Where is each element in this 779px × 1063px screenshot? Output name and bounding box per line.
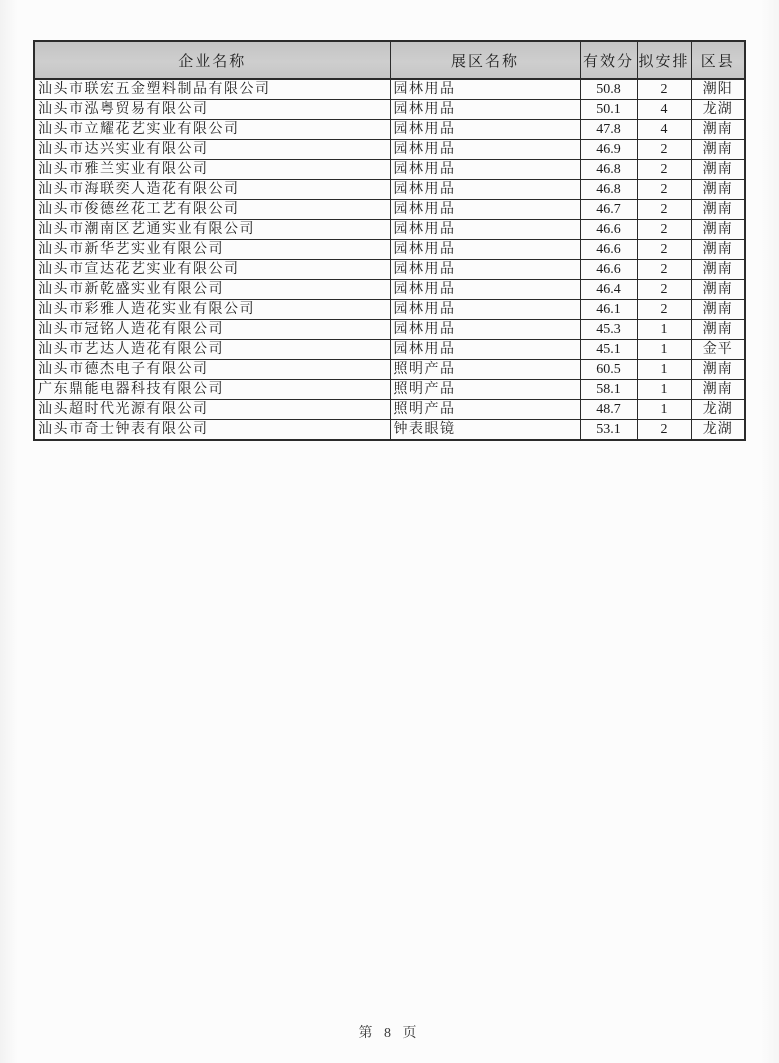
table-row <box>34 380 745 400</box>
company-cell: 汕头市俊德丝花工艺有限公司 <box>34 200 390 220</box>
planned-cell: 4 <box>637 120 691 140</box>
district-cell: 潮南 <box>691 180 745 200</box>
score-cell: 46.4 <box>580 280 637 300</box>
score-cell: 53.1 <box>580 420 637 441</box>
district-cell: 潮南 <box>691 360 745 380</box>
table-row <box>34 79 745 100</box>
area-cell: 园林用品 <box>390 300 580 320</box>
column-header-planned: 拟安排 <box>637 41 691 79</box>
table-row <box>34 140 745 160</box>
district-cell: 潮南 <box>691 220 745 240</box>
district-cell: 潮南 <box>691 300 745 320</box>
score-cell: 45.3 <box>580 320 637 340</box>
area-cell: 园林用品 <box>390 100 580 120</box>
company-cell: 汕头市奇士钟表有限公司 <box>34 420 390 441</box>
score-cell: 46.9 <box>580 140 637 160</box>
table-row <box>34 260 745 280</box>
planned-cell: 2 <box>637 260 691 280</box>
area-cell: 园林用品 <box>390 260 580 280</box>
table-row <box>34 400 745 420</box>
district-cell: 潮南 <box>691 160 745 180</box>
district-cell: 潮南 <box>691 240 745 260</box>
area-cell: 园林用品 <box>390 320 580 340</box>
score-cell: 46.8 <box>580 180 637 200</box>
table-row <box>34 300 745 320</box>
planned-cell: 2 <box>637 180 691 200</box>
score-cell: 46.6 <box>580 220 637 240</box>
table-row <box>34 220 745 240</box>
score-cell: 46.6 <box>580 240 637 260</box>
table-row <box>34 360 745 380</box>
company-cell: 广东鼎能电器科技有限公司 <box>34 380 390 400</box>
table-row <box>34 340 745 360</box>
column-header-company: 企业名称 <box>34 41 390 79</box>
district-cell: 潮南 <box>691 380 745 400</box>
column-header-area: 展区名称 <box>390 41 580 79</box>
company-cell: 汕头市潮南区艺通实业有限公司 <box>34 220 390 240</box>
score-cell: 46.6 <box>580 260 637 280</box>
score-cell: 60.5 <box>580 360 637 380</box>
company-cell: 汕头市彩雅人造花实业有限公司 <box>34 300 390 320</box>
area-cell: 园林用品 <box>390 200 580 220</box>
planned-cell: 2 <box>637 140 691 160</box>
column-header-score: 有效分 <box>580 41 637 79</box>
planned-cell: 1 <box>637 380 691 400</box>
planned-cell: 2 <box>637 79 691 100</box>
table-row <box>34 200 745 220</box>
table-row <box>34 240 745 260</box>
score-cell: 58.1 <box>580 380 637 400</box>
score-cell: 45.1 <box>580 340 637 360</box>
planned-cell: 2 <box>637 420 691 441</box>
company-cell: 汕头市冠铭人造花有限公司 <box>34 320 390 340</box>
table-header <box>34 41 745 79</box>
district-cell: 潮南 <box>691 200 745 220</box>
district-cell: 龙湖 <box>691 100 745 120</box>
planned-cell: 2 <box>637 280 691 300</box>
score-cell: 46.8 <box>580 160 637 180</box>
company-cell: 汕头市海联奕人造花有限公司 <box>34 180 390 200</box>
table-row <box>34 320 745 340</box>
area-cell: 园林用品 <box>390 120 580 140</box>
planned-cell: 2 <box>637 220 691 240</box>
company-cell: 汕头市艺达人造花有限公司 <box>34 340 390 360</box>
column-header-district: 区县 <box>691 41 745 79</box>
score-cell: 50.8 <box>580 79 637 100</box>
score-cell: 47.8 <box>580 120 637 140</box>
planned-cell: 1 <box>637 320 691 340</box>
area-cell: 园林用品 <box>390 79 580 100</box>
company-cell: 汕头市达兴实业有限公司 <box>34 140 390 160</box>
table-row <box>34 100 745 120</box>
area-cell: 照明产品 <box>390 360 580 380</box>
district-cell: 潮南 <box>691 260 745 280</box>
score-cell: 50.1 <box>580 100 637 120</box>
company-cell: 汕头市泓粤贸易有限公司 <box>34 100 390 120</box>
company-cell: 汕头市雅兰实业有限公司 <box>34 160 390 180</box>
district-cell: 龙湖 <box>691 400 745 420</box>
area-cell: 园林用品 <box>390 340 580 360</box>
planned-cell: 2 <box>637 200 691 220</box>
area-cell: 园林用品 <box>390 160 580 180</box>
table-row <box>34 280 745 300</box>
company-cell: 汕头市新华艺实业有限公司 <box>34 240 390 260</box>
company-cell: 汕头市宣达花艺实业有限公司 <box>34 260 390 280</box>
area-cell: 园林用品 <box>390 280 580 300</box>
company-cell: 汕头超时代光源有限公司 <box>34 400 390 420</box>
planned-cell: 1 <box>637 360 691 380</box>
company-cell: 汕头市立耀花艺实业有限公司 <box>34 120 390 140</box>
company-cell: 汕头市德杰电子有限公司 <box>34 360 390 380</box>
table-row <box>34 120 745 140</box>
district-cell: 金平 <box>691 340 745 360</box>
area-cell: 照明产品 <box>390 400 580 420</box>
table-row <box>34 180 745 200</box>
page-number-footer: 第 8 页 <box>358 1026 421 1041</box>
planned-cell: 2 <box>637 300 691 320</box>
district-cell: 潮南 <box>691 140 745 160</box>
planned-cell: 2 <box>637 160 691 180</box>
score-cell: 46.1 <box>580 300 637 320</box>
planned-cell: 4 <box>637 100 691 120</box>
table-row <box>34 420 745 441</box>
district-cell: 潮南 <box>691 120 745 140</box>
planned-cell: 1 <box>637 340 691 360</box>
district-cell: 潮南 <box>691 280 745 300</box>
score-cell: 46.7 <box>580 200 637 220</box>
company-cell: 汕头市新乾盛实业有限公司 <box>34 280 390 300</box>
planned-cell: 1 <box>637 400 691 420</box>
district-cell: 龙湖 <box>691 420 745 441</box>
planned-cell: 2 <box>637 240 691 260</box>
district-cell: 潮南 <box>691 320 745 340</box>
area-cell: 钟表眼镜 <box>390 420 580 441</box>
district-cell: 潮阳 <box>691 79 745 100</box>
area-cell: 园林用品 <box>390 220 580 240</box>
table-body <box>34 79 745 440</box>
table-row <box>34 160 745 180</box>
table-header-row <box>34 41 745 79</box>
area-cell: 照明产品 <box>390 380 580 400</box>
area-cell: 园林用品 <box>390 140 580 160</box>
area-cell: 园林用品 <box>390 180 580 200</box>
score-cell: 48.7 <box>580 400 637 420</box>
company-cell: 汕头市联宏五金塑料制品有限公司 <box>34 79 390 100</box>
report-table <box>33 40 746 441</box>
area-cell: 园林用品 <box>390 240 580 260</box>
